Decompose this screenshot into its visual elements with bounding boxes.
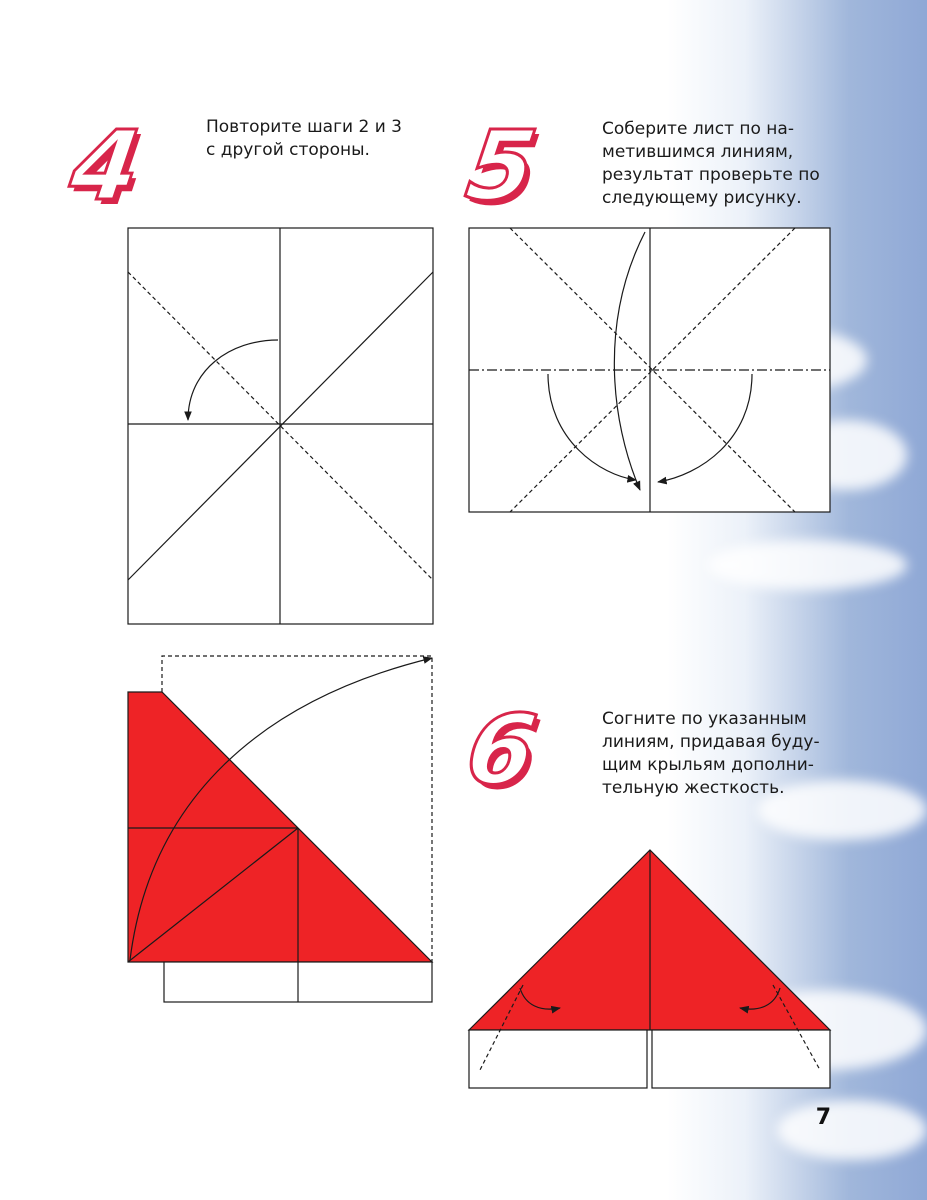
step-4-diagram [128, 228, 433, 624]
step-6-diagram [469, 850, 830, 1088]
step-4-instructions: Повторите шаги 2 и 3 с другой стороны. [206, 117, 402, 160]
step-number-5: 5 [460, 110, 543, 222]
step-5-instructions: Соберите лист по на- метившимся линиям, результат проверьте по следующему рисунку. [602, 119, 820, 208]
red-folded-diagram [128, 656, 432, 1002]
page-number: 7 [815, 1105, 831, 1130]
step-6-instructions: Согните по указанным линиям, придавая буду- щим крыльям дополни- тельную жесткость. [602, 709, 820, 798]
step-number-6: 6 [460, 694, 543, 806]
step-5-diagram [469, 228, 830, 512]
step-number-4: 4 [64, 110, 147, 222]
